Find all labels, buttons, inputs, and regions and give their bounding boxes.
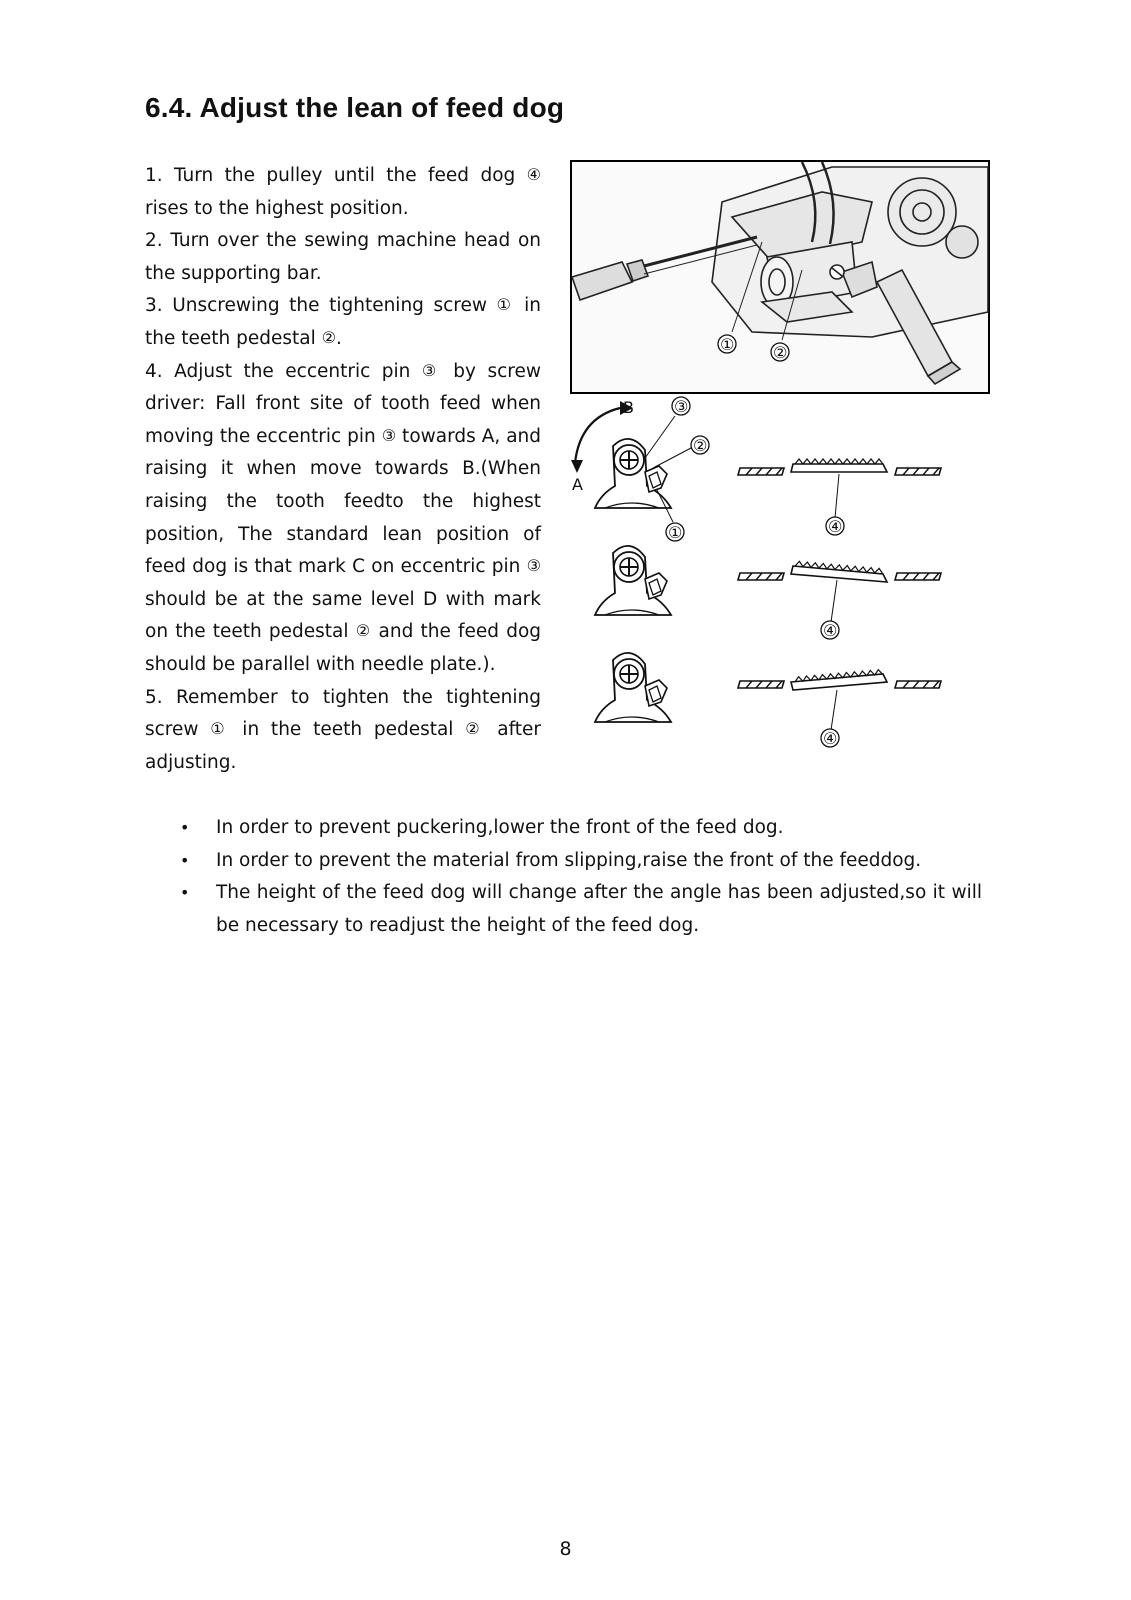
callout-ref: ③	[421, 360, 442, 380]
feed-dog-lean-figure	[572, 397, 985, 778]
callout-2: ②	[773, 343, 788, 362]
callout-ref: ①	[496, 295, 515, 315]
needle-plate-left-2	[738, 573, 784, 580]
feed-dog-front-up	[791, 674, 887, 690]
callout-4-row1: ④	[828, 517, 843, 536]
needle-plate-left-3	[738, 681, 784, 688]
section-heading: 6.4. Adjust the lean of feed dog	[145, 92, 565, 123]
callout-ref: ④	[526, 165, 541, 184]
feed-dog-front-down	[791, 566, 887, 582]
needle-plate-right-3	[895, 681, 941, 688]
leader-3	[645, 416, 675, 458]
machine-underside-figure	[570, 160, 990, 394]
callout-ref: ②	[355, 621, 372, 641]
needle-plate-right-2	[895, 573, 941, 580]
leader-2	[653, 448, 691, 468]
callout-3: ③	[674, 397, 689, 416]
label-a: A	[572, 475, 583, 494]
step-1: 1. Turn the pulley until the feed dog ④ rises to the highest position.	[145, 165, 541, 219]
needle-plate-left-1	[738, 468, 784, 475]
pin-view-row2	[595, 546, 671, 615]
pin-view-row1	[595, 439, 671, 508]
note-item: • In order to prevent the material from slipping,raise the front of the feeddog.	[172, 845, 982, 878]
callout-ref: ③	[381, 425, 397, 445]
callout-ref: ①	[210, 719, 231, 739]
notes-list	[172, 812, 982, 942]
instruction-steps	[145, 160, 541, 779]
step-3: 3. Unscrewing the tightening screw ① in the teeth pedestal ②.	[145, 295, 542, 349]
callout-ref: ②	[321, 327, 336, 347]
page-number: 8	[559, 1538, 572, 1560]
arrow-head-a	[571, 460, 583, 473]
callout-1: ①	[668, 523, 683, 542]
machine-underside-drawing	[572, 162, 988, 392]
leader-4-row3	[831, 690, 837, 730]
feed-dog-lean-drawing	[572, 397, 985, 778]
note-item: • In order to prevent puckering,lower the front of the feed dog.	[172, 812, 982, 845]
callout-ref: ③	[526, 556, 541, 576]
leader-4-row1	[835, 474, 839, 518]
callout-1: ①	[720, 335, 735, 354]
callout-4-row3: ④	[823, 729, 838, 748]
callout-2: ②	[693, 436, 708, 455]
pin-view-row3	[595, 653, 671, 722]
leader-4-row2	[831, 580, 837, 622]
note-item: • The height of the feed dog will change after the angle has been adjusted,so it will be necessary to readjust the height of the feed dog.	[172, 877, 982, 942]
needle-plate-right-1	[895, 468, 941, 475]
label-b: B	[623, 398, 634, 417]
step-4: 4. Adjust the eccentric pin ③ by screw driver: Fall front site of tooth feed when moving the eccentric pin ③ towards A, and raising it when move towards B.(When raising the tooth feedto the highest position, The standard lean position of feed dog is that mark C on eccentric pin ③ should be at the same level D with mark on the teeth pedestal ② and the feed dog should be parallel with needle plate.).	[145, 360, 542, 675]
step-2: 2. Turn over the sewing machine head on the supporting bar.	[145, 230, 541, 284]
callout-ref: ②	[465, 719, 486, 739]
callout-4-row2: ④	[823, 621, 838, 640]
step-5: 5. Remember to tighten the tightening screw ① in the teeth pedestal ② after adjusting.	[145, 686, 542, 773]
feed-dog-level	[791, 464, 887, 472]
